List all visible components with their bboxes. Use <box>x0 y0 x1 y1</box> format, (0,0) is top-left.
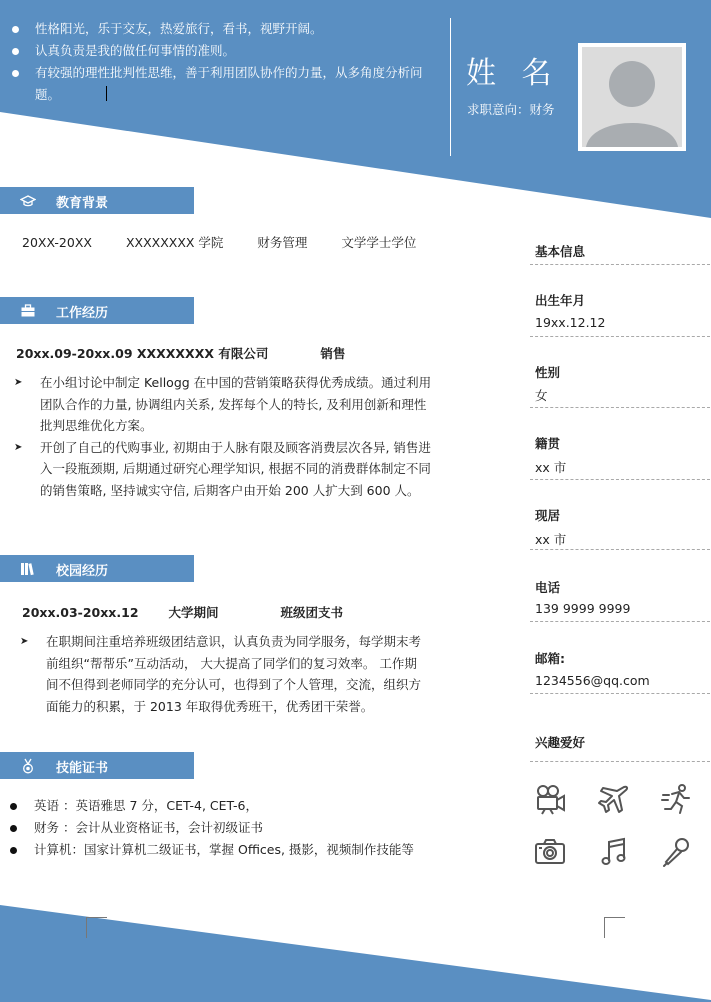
campus-entry-header <box>22 603 343 621</box>
divider <box>530 621 710 622</box>
info-title: 基本信息 <box>535 244 586 259</box>
phone-label: 电话 <box>535 580 561 595</box>
campus-details <box>20 631 426 717</box>
education-row <box>22 233 446 251</box>
divider <box>530 693 710 694</box>
section-header-campus <box>0 555 194 582</box>
divider <box>530 407 710 408</box>
section-header-skills <box>0 752 194 779</box>
airplane-icon <box>597 782 631 816</box>
corner-mark <box>604 917 625 938</box>
section-title: 教育背景 <box>56 196 109 211</box>
section-title: 工作经历 <box>56 306 109 321</box>
microphone-icon <box>660 835 694 869</box>
medal-icon <box>20 758 36 774</box>
section-title: 校园经历 <box>56 564 109 579</box>
avatar-placeholder-icon <box>582 47 682 147</box>
profile-bullets <box>10 18 440 106</box>
campus-period: 20xx.03-20xx.12 <box>22 605 139 620</box>
job-intent: 求职意向：财务 <box>467 102 555 117</box>
candidate-name: 姓 名 <box>466 56 560 91</box>
section-title: 技能证书 <box>56 761 109 776</box>
education-school: XXXXXXXX 学院 <box>125 235 224 250</box>
campus-role: 班级团支书 <box>280 605 344 620</box>
work-details <box>14 372 436 501</box>
list-item: ➤ 开创了自己的代购事业, 初期由于人脉有限及顾客消费层次各异, 销售进入一段瓶颈期, 后期通过研究心理学知识, 根据不同的消费群体制定不同的销售策略, 坚持诚实守信, 后期客户由开始 200 人扩大到 600 人。 <box>14 437 436 502</box>
email-label: 邮箱: <box>535 651 565 666</box>
education-degree: 文学学士学位 <box>341 235 417 250</box>
divider <box>530 336 710 337</box>
header-divider <box>450 18 451 156</box>
education-period: 20XX-20XX <box>22 235 92 250</box>
current-value: xx 市 <box>535 532 567 547</box>
gender-value: 女 <box>535 388 548 403</box>
work-entry-header <box>16 344 345 362</box>
list-item: 计算机：国家计算机二级证书，掌握 Offices, 摄影，视频制作技能等 <box>10 839 450 861</box>
text-cursor <box>106 86 107 101</box>
camera-icon <box>533 835 567 869</box>
native-value: xx 市 <box>535 460 567 475</box>
campus-stage: 大学期间 <box>168 605 219 620</box>
profile-bullet: 认真负责是我的做任何事情的准则。 <box>10 40 440 62</box>
birth-label: 出生年月 <box>535 293 586 308</box>
video-camera-icon <box>533 782 567 816</box>
education-major: 财务管理 <box>257 235 308 250</box>
running-icon <box>660 782 694 816</box>
list-item: ➤ 在职期间注重培养班级团结意识，认真负责为同学服务，每学期末考前组织“帮帮乐”互动活动， 大大提高了同学们的复习效率。 工作期间不但得到老师同学的充分认可，也得到了个人管理，交流，组织方面能力的积累，于 2013 年取得优秀班干，优秀团干荣誉。 <box>20 631 426 717</box>
divider <box>530 761 710 762</box>
current-label: 现居 <box>535 508 561 523</box>
work-position: 销售 <box>320 346 346 361</box>
skills-list <box>10 795 450 861</box>
profile-bullet: 有较强的理性批判性思维，善于利用团队协作的力量，从多角度分析问题。 <box>10 62 440 106</box>
work-period-company: 20xx.09-20xx.09 XXXXXXXX 有限公司 <box>16 346 269 361</box>
list-item: ➤ 在小组讨论中制定 Kellogg 在中国的营销策略获得优秀成绩。通过利用团队合作的力量, 协调组内关系, 发挥每个人的特长, 及利用创新和理性批判思维优化方案。 <box>14 372 436 437</box>
divider <box>530 549 710 550</box>
native-label: 籍贯 <box>535 436 561 451</box>
hobbies-title: 兴趣爱好 <box>535 735 586 750</box>
birth-value: 19xx.12.12 <box>535 315 606 330</box>
books-icon <box>20 561 36 577</box>
graduation-cap-icon <box>20 193 36 209</box>
divider <box>530 264 710 265</box>
divider <box>530 479 710 480</box>
photo-frame[interactable] <box>578 43 686 151</box>
section-header-education <box>0 187 194 214</box>
corner-mark <box>86 917 107 938</box>
email-value: 1234556@qq.com <box>535 673 650 688</box>
music-note-icon <box>597 835 631 869</box>
list-item: 财务 ：会计从业资格证书，会计初级证书 <box>10 817 450 839</box>
briefcase-icon <box>20 303 36 319</box>
list-item: 英语 ：英语雅思 7 分，CET-4, CET-6， <box>10 795 450 817</box>
section-header-work <box>0 297 194 324</box>
gender-label: 性别 <box>535 365 561 380</box>
phone-value: 139 9999 9999 <box>535 601 631 616</box>
profile-bullet: 性格阳光，乐于交友，热爱旅行，看书，视野开阔。 <box>10 18 440 40</box>
